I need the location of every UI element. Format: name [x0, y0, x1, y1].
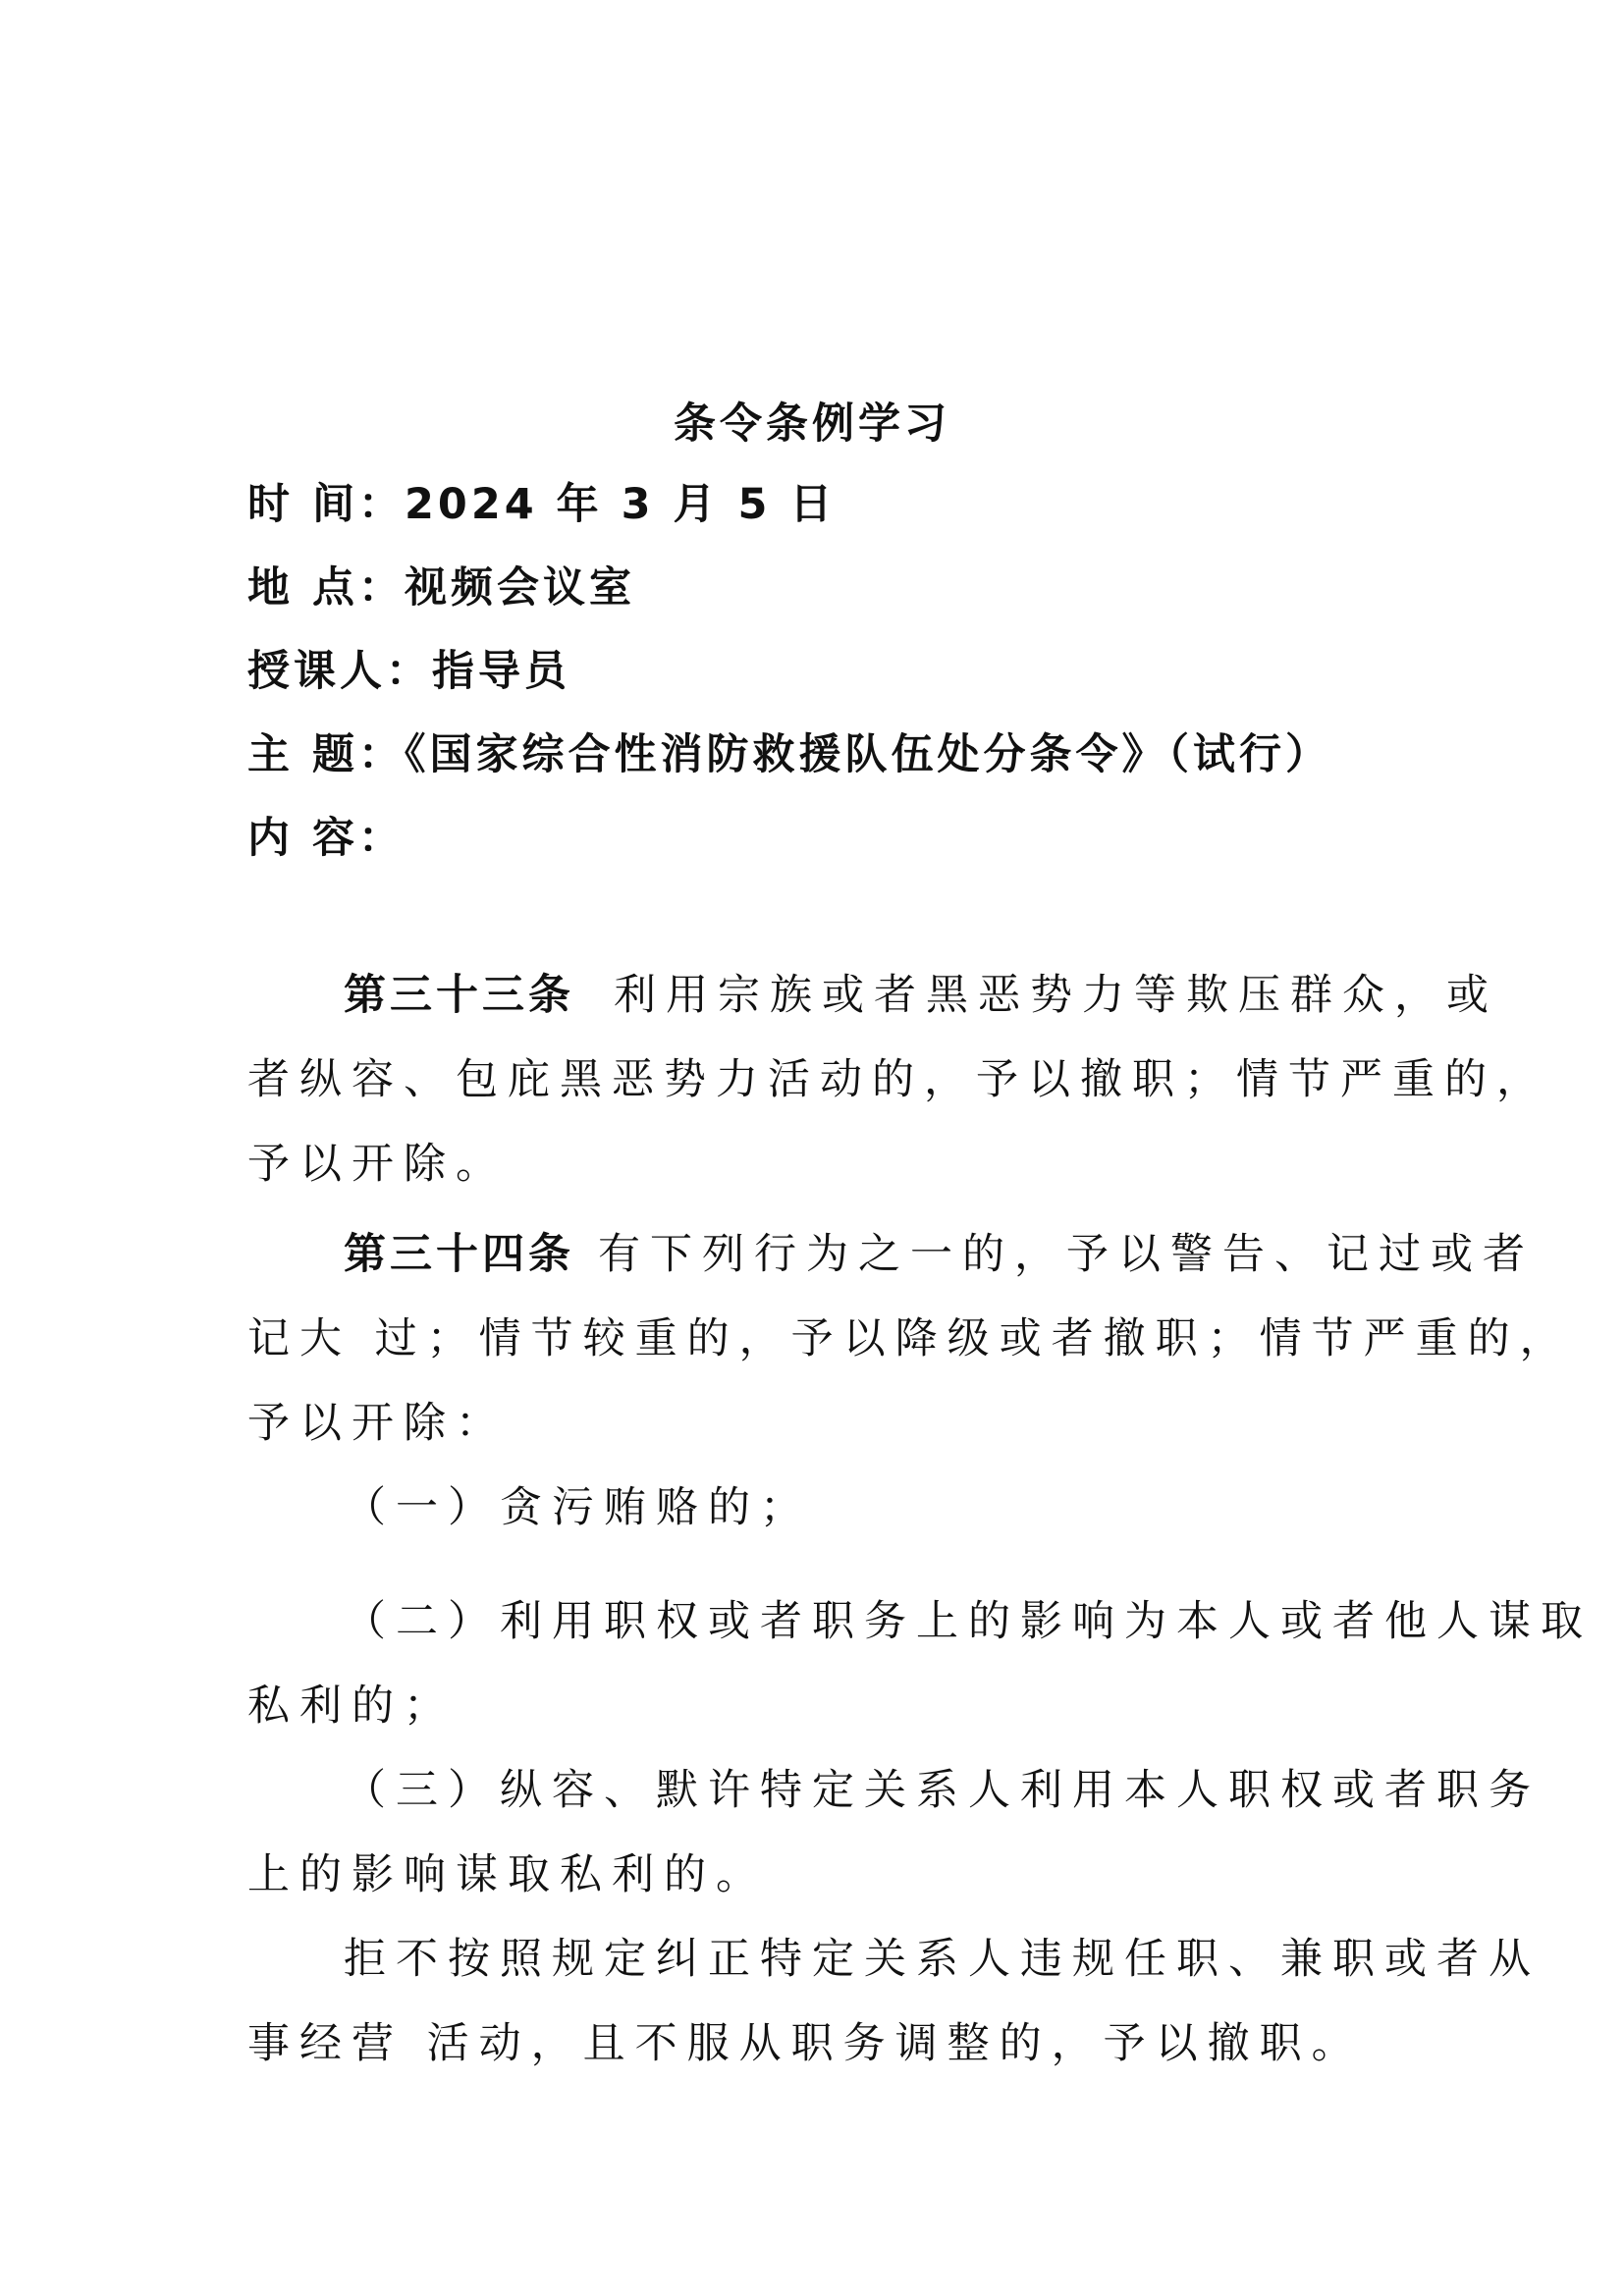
- article-33-line-2: 者纵容、包庇黑恶势力活动的，予以撤职；情节严重的，: [247, 1055, 1548, 1104]
- meta-time-value: 2024 年 3 月 5 日: [404, 480, 837, 529]
- meta-topic-value: 《国家综合性消防救援队伍处分条令》（试行）: [404, 730, 1331, 779]
- item-3-line-2: 上的影响谋取私利的。: [247, 1850, 768, 1899]
- meta-topic-label: 主 题：: [247, 730, 405, 779]
- meta-instructor: [247, 638, 570, 698]
- meta-instructor-label: 授课人：: [247, 647, 432, 696]
- article-33-line-1: [344, 962, 1498, 1022]
- article-34-heading: 第三十四条: [344, 1230, 574, 1279]
- article-33-text-1: 利用宗族或者黑恶势力等欺压群众，或: [614, 971, 1498, 1020]
- article-34-line-1: [344, 1221, 1535, 1281]
- article-33-heading: 第三十三条: [344, 971, 574, 1020]
- meta-time: [247, 471, 836, 531]
- document-title: 条令条例学习: [674, 400, 950, 449]
- meta-time-label: 时 间：: [247, 480, 405, 529]
- item-2-line-1: （二）利用职权或者职务上的影响为本人或者他人谋取: [344, 1597, 1593, 1646]
- article-34-line-3: 予以开除：: [247, 1399, 508, 1448]
- meta-content: [247, 805, 405, 865]
- article-33-line-3: 予以开除。: [247, 1140, 508, 1189]
- meta-location-value: 视频会议室: [404, 563, 635, 613]
- meta-instructor-value: 指导员: [432, 647, 570, 696]
- article-34-text-1: 有下列行为之一的，予以警告、记过或者: [598, 1230, 1535, 1279]
- closing-line-1: 拒不按照规定纠正特定关系人违规任职、兼职或者从: [344, 1935, 1541, 1984]
- closing-line-2: 事经营 活动，且不服从职务调整的，予以撤职。: [247, 2019, 1364, 2068]
- meta-topic: [247, 721, 1331, 781]
- article-34-line-2: 记大 过；情节较重的，予以降级或者撤职；情节严重的，: [247, 1314, 1572, 1363]
- meta-location-label: 地 点：: [247, 563, 405, 613]
- item-1: （一）贪污贿赂的；: [344, 1483, 812, 1532]
- meta-location: [247, 555, 635, 614]
- meta-content-label: 内 容：: [247, 814, 405, 863]
- item-3-line-1: （三）纵容、默许特定关系人利用本人职权或者职务: [344, 1766, 1541, 1815]
- item-2-line-2: 私利的；: [247, 1682, 456, 1731]
